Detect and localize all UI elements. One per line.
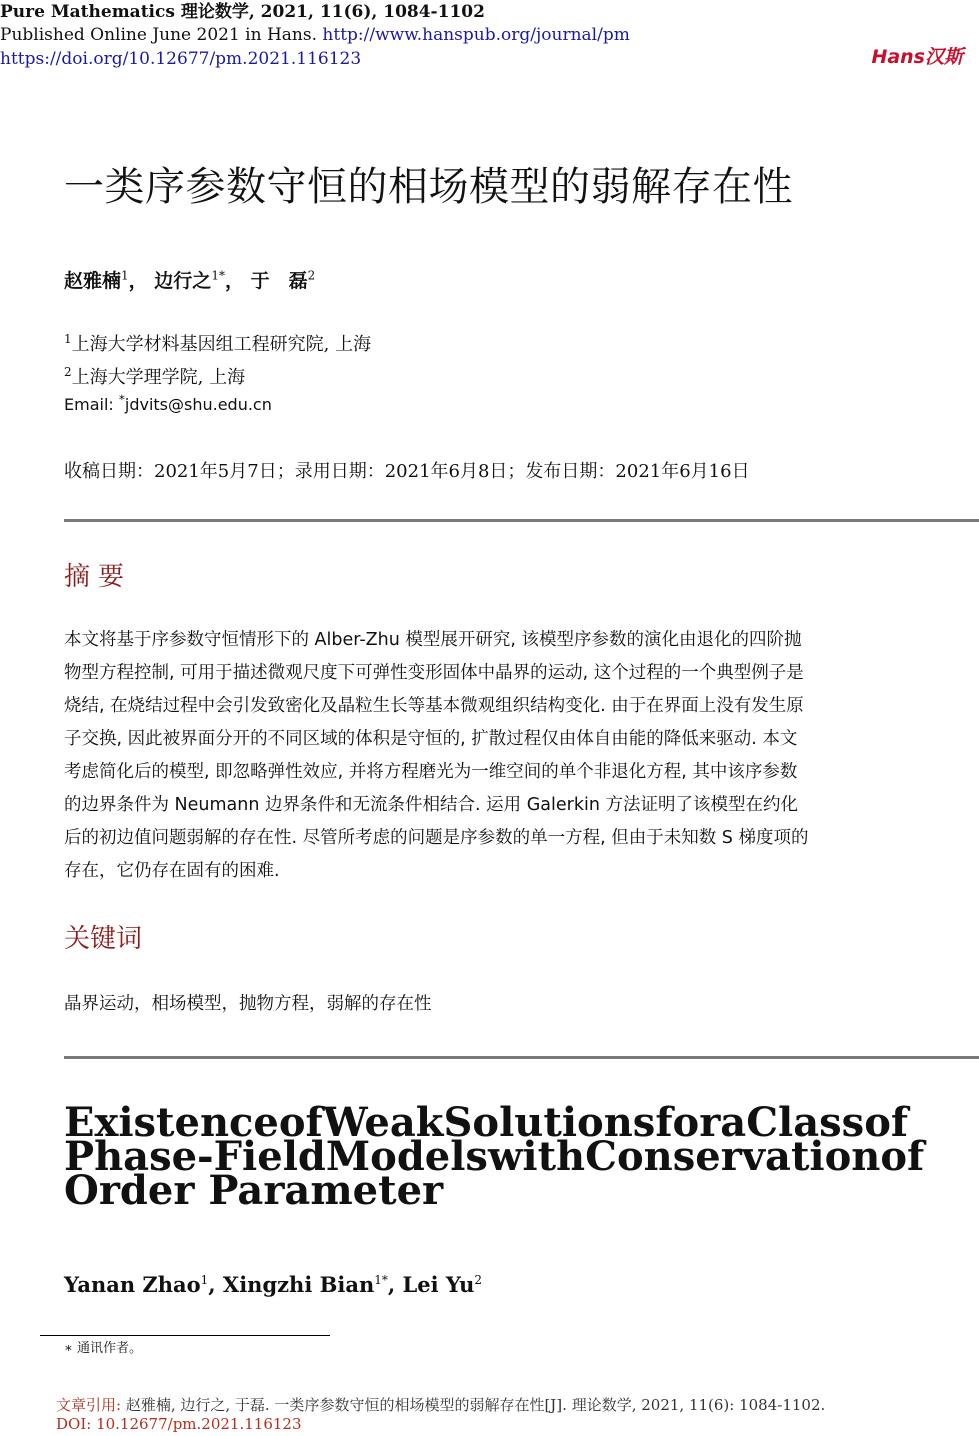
affiliation-2-text: 上海大学理学院, 上海 [71, 367, 246, 388]
authors-en: Yanan Zhao$^1$, Xingzhi Bian$^{1*}$, Lei Yu$^2$ [64, 1272, 482, 1297]
abstract-line: 烧结, 在烧结过程中会引发致密化及晶粒生长等基本微观组织结构变化. 由于在界面上没有发生原 [64, 696, 804, 716]
hans-logo: Hans汉斯 [871, 46, 963, 68]
affiliation-1-sup: 1 [64, 332, 72, 346]
published-line [0, 23, 630, 47]
abstract-line: 考虑简化后的模型, 即忽略弹性效应, 并将方程磨光为一维空间的单个非退化方程, 其中该序参数 [64, 762, 798, 782]
author-cn-2-sup: 1* [211, 268, 225, 283]
doi-url-link[interactable]: https://doi.org/10.12677/pm.2021.116123 [0, 49, 362, 69]
title-en-word: Parameter [208, 1167, 444, 1214]
affiliation-2-sup: 2 [64, 365, 72, 379]
email-line [64, 392, 272, 414]
authors-cn [64, 266, 315, 293]
title-en-word: Solutions [443, 1099, 656, 1146]
title-en-word: of [278, 1099, 323, 1146]
email-mark: * [118, 392, 125, 407]
paper-title-cn: 一类序参数守恒的相场模型的弱解存在性 [64, 164, 793, 210]
abstract-body [64, 624, 964, 888]
author-en-3: Lei Yu [402, 1272, 475, 1297]
author-cn-3: 于 磊 [250, 270, 308, 292]
title-en-word: Conservation [585, 1133, 881, 1180]
email-label: Email: [64, 395, 119, 414]
author-separator: ， [224, 270, 244, 292]
author-en-2: Xingzhi Bian [222, 1272, 375, 1297]
author-en-1: Yanan Zhao [64, 1272, 201, 1297]
title-en-word: Weak [322, 1099, 444, 1146]
author-cn-2: 边行之 [154, 270, 212, 292]
affiliation-1-text: 上海大学材料基因组工程研究院, 上海 [71, 334, 372, 355]
abstract-line: 物型方程控制, 可用于描述微观尺度下可弹性变形固体中晶界的运动, 这个过程的一个典型例子是 [64, 663, 804, 683]
abstract-line: 后的初边值问题弱解的存在性. 尽管所考虑的问题是序参数的单一方程, 但由于未知数 S 梯度项的 [64, 828, 809, 848]
footnote-rule [40, 1335, 330, 1336]
journal-url-link[interactable]: http://www.hanspub.org/journal/pm [322, 25, 630, 45]
published-prefix: Published Online June 2021 in Hans. [0, 25, 318, 45]
title-en-word: of [864, 1099, 909, 1146]
keywords-text: 晶界运动，相场模型，抛物方程，弱解的存在性 [64, 994, 432, 1014]
abstract-line: 子交换, 因此被界面分开的不同区域的体积是守恒的, 扩散过程仅由体自由能的降低来驱动. 本文 [64, 729, 798, 749]
title-en-word: of [880, 1133, 925, 1180]
title-en-word: Models [325, 1133, 488, 1180]
author-cn-3-sup: 2 [307, 268, 316, 283]
footnote-corresponding: ∗ 通讯作者。 [64, 1341, 142, 1356]
title-en-word: Class [746, 1099, 865, 1146]
citation-line [56, 1394, 825, 1415]
author-cn-1: 赵雅楠 [64, 270, 122, 292]
section-divider-top [64, 519, 979, 522]
title-en-word: Phase-Field [64, 1133, 326, 1180]
author-cn-1-sup: 1 [121, 268, 129, 283]
author-separator: ， [128, 270, 148, 292]
title-en-word: with [487, 1133, 586, 1180]
author-en-1-sup: 1 [200, 1273, 209, 1287]
citation-label: 文章引用: [56, 1396, 126, 1414]
abstract-line: 的边界条件为 Neumann 边界条件和无流条件相结合. 运用 Galerkin 方法证明了该模型在约化 [64, 795, 798, 815]
citation-text: 赵雅楠, 边行之, 于磊. 一类序参数守恒的相场模型的弱解存在性[J]. 理论数学, 2021, 11(6): 1084-1102. [125, 1396, 826, 1414]
affiliation-1 [64, 330, 371, 356]
journal-line: Pure Mathematics 理论数学, 2021, 11(6), 1084-1102 [0, 2, 485, 22]
author-en-3-sup: 2 [474, 1273, 482, 1287]
citation-doi[interactable]: DOI: 10.12677/pm.2021.116123 [56, 1415, 302, 1433]
abstract-line: 本文将基于序参数守恒情形下的 Alber-Zhu 模型展开研究, 该模型序参数的演化由退化的四阶抛 [64, 630, 802, 650]
title-en-line-2 [64, 1133, 968, 1180]
title-en-word: a [720, 1099, 747, 1146]
section-divider-bottom [64, 1056, 979, 1059]
email-address[interactable]: jdvits@shu.edu.cn [124, 395, 272, 414]
abstract-heading: 摘要 [64, 562, 133, 592]
abstract-line: 存在，它仍存在固有的困难. [64, 861, 280, 881]
keywords-heading: 关键词 [64, 924, 143, 954]
title-en-word: for [655, 1099, 721, 1146]
title-en-word: Order [64, 1167, 195, 1214]
received-dates: 收稿日期：2021年5月7日；录用日期：2021年6月8日；发布日期：2021年6月16日 [64, 461, 750, 482]
author-en-2-sup: 1* [374, 1273, 388, 1287]
paper-title-en [64, 1099, 968, 1214]
title-en-word: Existence [64, 1099, 279, 1146]
affiliation-2 [64, 363, 245, 389]
